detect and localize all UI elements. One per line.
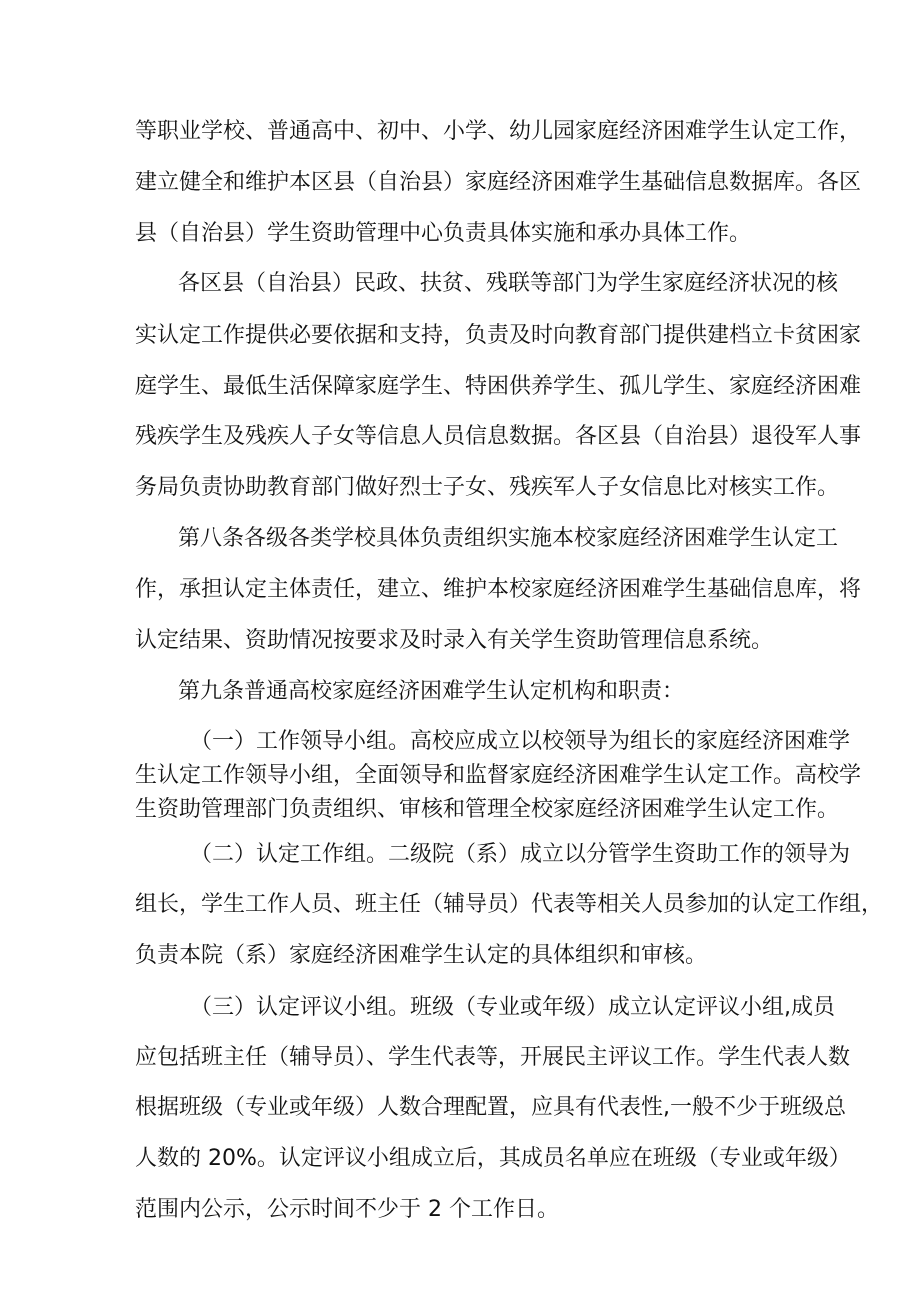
text-line bbox=[0, 519, 920, 559]
text-line bbox=[0, 885, 920, 925]
text-line bbox=[0, 570, 920, 610]
text-line-content: 庭学生、最低生活保障家庭学生、特困供养学生、孤儿学生、家庭经济困难 bbox=[135, 374, 862, 399]
text-line-content: （一）工作领导小组。高校应成立以校领导为组长的家庭经济困难学 bbox=[190, 729, 851, 754]
text-line-content: 认定结果、资助情况按要求及时录入有关学生资助管理信息系统。 bbox=[135, 628, 774, 653]
text-line bbox=[0, 1139, 920, 1179]
text-line bbox=[0, 621, 920, 661]
text-line bbox=[0, 835, 920, 875]
text-line-content: 组长，学生工作人员、班主任（辅导员）代表等相关人员参加的认定工作组， bbox=[135, 892, 884, 917]
text-line-content: 建立健全和维护本区县（自治县）家庭经济困难学生基础信息数据库。各区 bbox=[135, 170, 862, 195]
text-line bbox=[0, 1038, 920, 1078]
text-line bbox=[0, 316, 920, 356]
text-line-content: 负责本院（系）家庭经济困难学生认定的具体组织和审核。 bbox=[135, 943, 708, 968]
text-line bbox=[0, 417, 920, 457]
text-line bbox=[0, 1088, 920, 1128]
text-line-content: 县（自治县）学生资助管理中心负责具体实施和承办具体工作。 bbox=[135, 221, 752, 246]
text-line-content: 根据班级（专业或年级）人数合理配置，应具有代表性,一般不少于班级总 bbox=[135, 1095, 846, 1120]
text-line-content: 应包括班主任（辅导员）、学生代表等，开展民主评议工作。学生代表人数 bbox=[135, 1045, 851, 1070]
text-line bbox=[0, 672, 920, 712]
text-line-content: 生认定工作领导小组，全面领导和监督家庭经济困难学生认定工作。高校学 bbox=[135, 763, 862, 788]
text-line bbox=[0, 112, 920, 152]
text-line-content: 残疾学生及残疾人子女等信息人员信息数据。各区县（自治县）退役军人事 bbox=[135, 424, 862, 449]
text-line-content: 实认定工作提供必要依据和支持，负责及时向教育部门提供建档立卡贫困家 bbox=[135, 323, 862, 348]
text-line-content: 生资助管理部门负责组织、审核和管理全校家庭经济困难学生认定工作。 bbox=[135, 797, 840, 822]
text-line-content: 作，承担认定主体责任，建立、维护本校家庭经济困难学生基础信息库，将 bbox=[135, 577, 862, 602]
text-line bbox=[0, 264, 920, 304]
text-line bbox=[0, 468, 920, 508]
text-line-content: 第八条各级各类学校具体负责组织实施本校家庭经济困难学生认定工 bbox=[178, 526, 839, 551]
text-line bbox=[0, 936, 920, 976]
text-line-content: 范围内公示，公示时间不少于 2 个工作日。 bbox=[135, 1197, 559, 1222]
text-line-content: 第九条普通高校家庭经济困难学生认定机构和职责： bbox=[178, 679, 685, 704]
text-line-content: 人数的 20%。认定评议小组成立后，其成员名单应在班级（专业或年级） bbox=[135, 1146, 851, 1171]
text-line bbox=[0, 214, 920, 254]
text-line bbox=[0, 790, 920, 830]
text-line-content: （三）认定评议小组。班级（专业或年级）成立认定评议小组,成员 bbox=[190, 995, 835, 1020]
text-line bbox=[0, 988, 920, 1028]
text-line-content: （二）认定工作组。二级院（系）成立以分管学生资助工作的领导为 bbox=[190, 842, 851, 867]
text-line bbox=[0, 163, 920, 203]
text-line-content: 各区县（自治县）民政、扶贫、残联等部门为学生家庭经济状况的核 bbox=[178, 271, 839, 296]
text-line-content: 务局负责协助教育部门做好烈士子女、残疾军人子女信息比对核实工作。 bbox=[135, 475, 840, 500]
text-line-content: 等职业学校、普通高中、初中、小学、幼儿园家庭经济困难学生认定工作， bbox=[135, 119, 862, 144]
text-line bbox=[0, 367, 920, 407]
text-line bbox=[0, 1190, 920, 1230]
